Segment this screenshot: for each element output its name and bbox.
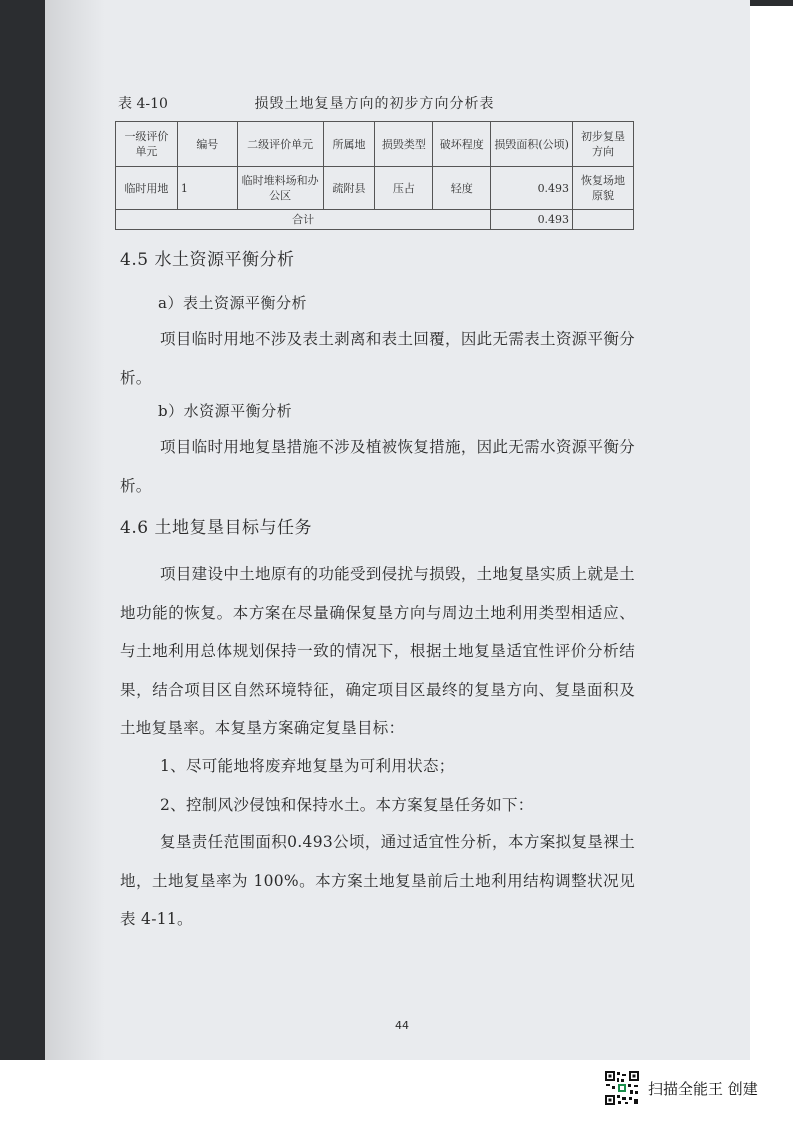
section-4-5-a-text: 项目临时用地不涉及表土剥离和表土回覆，因此无需表土资源平衡分析。	[120, 330, 635, 387]
table-cell: 压占	[375, 167, 433, 210]
table-cell: 1	[177, 167, 237, 210]
table-cell: 临时用地	[116, 167, 178, 210]
table-header-cell: 所属地	[323, 122, 375, 167]
table-header-cell: 损毁面积(公顷)	[491, 122, 573, 167]
table-cell: 临时堆料场和办公区	[237, 167, 323, 210]
scan-border-left	[0, 0, 45, 1060]
section-4-6-heading: 4.6 土地复垦目标与任务	[120, 518, 312, 538]
goal-item-1: 1、尽可能地将废弃地复垦为可利用状态；	[160, 757, 455, 775]
table-header-cell: 编号	[177, 122, 237, 167]
goal-item-2: 2、控制风沙侵蚀和保持水土。本方案复垦任务如下：	[160, 796, 534, 814]
table-header-cell: 损毁类型	[375, 122, 433, 167]
table-header-cell: 初步复垦方向	[573, 122, 634, 167]
table-cell: 轻度	[433, 167, 491, 210]
table-header-cell: 二级评价单元	[237, 122, 323, 167]
table-row	[116, 167, 634, 210]
table-total-row	[116, 210, 634, 230]
table-cell: 0.493	[491, 167, 573, 210]
table-total-empty	[573, 210, 634, 230]
section-4-5-heading: 4.5 水土资源平衡分析	[120, 250, 295, 270]
watermark-text: 扫描全能王 创建	[648, 1079, 758, 1098]
table-cell: 疏附县	[323, 167, 375, 210]
table-header-cell: 一级评价单元	[116, 122, 178, 167]
section-4-6-text: 项目建设中土地原有的功能受到侵扰与损毁，土地复垦实质上就是土地功能的恢复。本方案在尽量确保复垦方向与周边土地利用类型相适应、与土地利用总体规划保持一致的情况下，根据土地复垦适宜性评价分析结果，结合项目区自然环境特征，确定项目区最终的复垦方向、复垦面积及土地复垦率。本复垦方案确定复垦目标：	[120, 565, 635, 737]
table-caption-title: 损毁土地复垦方向的初步方向分析表	[254, 96, 495, 112]
table-cell: 恢复场地原貌	[573, 167, 634, 210]
table-total-value: 0.493	[491, 210, 573, 230]
analysis-table	[115, 121, 634, 230]
page-binding-shadow	[45, 0, 105, 1060]
section-4-6-text-2: 复垦责任范围面积0.493公顷，通过适宜性分析，本方案拟复垦裸土地，土地复垦率为 100%。本方案土地复垦前后土地利用结构调整状况见表 4-11。	[120, 833, 635, 928]
section-4-5-b-text: 项目临时用地复垦措施不涉及植被恢复措施，因此无需水资源平衡分析。	[120, 438, 635, 495]
section-4-5-a-heading: a）表土资源平衡分析	[158, 294, 307, 312]
section-4-5-b-heading: b）水资源平衡分析	[158, 402, 293, 420]
table-header-row	[116, 122, 634, 167]
table-caption	[118, 93, 494, 113]
page-number: 44	[395, 1019, 409, 1032]
scanner-watermark	[604, 1070, 758, 1106]
table-total-label: 合计	[116, 210, 491, 230]
table-header-cell: 破坏程度	[433, 122, 491, 167]
table-caption-number: 表 4-10	[118, 96, 168, 112]
qr-code-icon	[604, 1070, 640, 1106]
